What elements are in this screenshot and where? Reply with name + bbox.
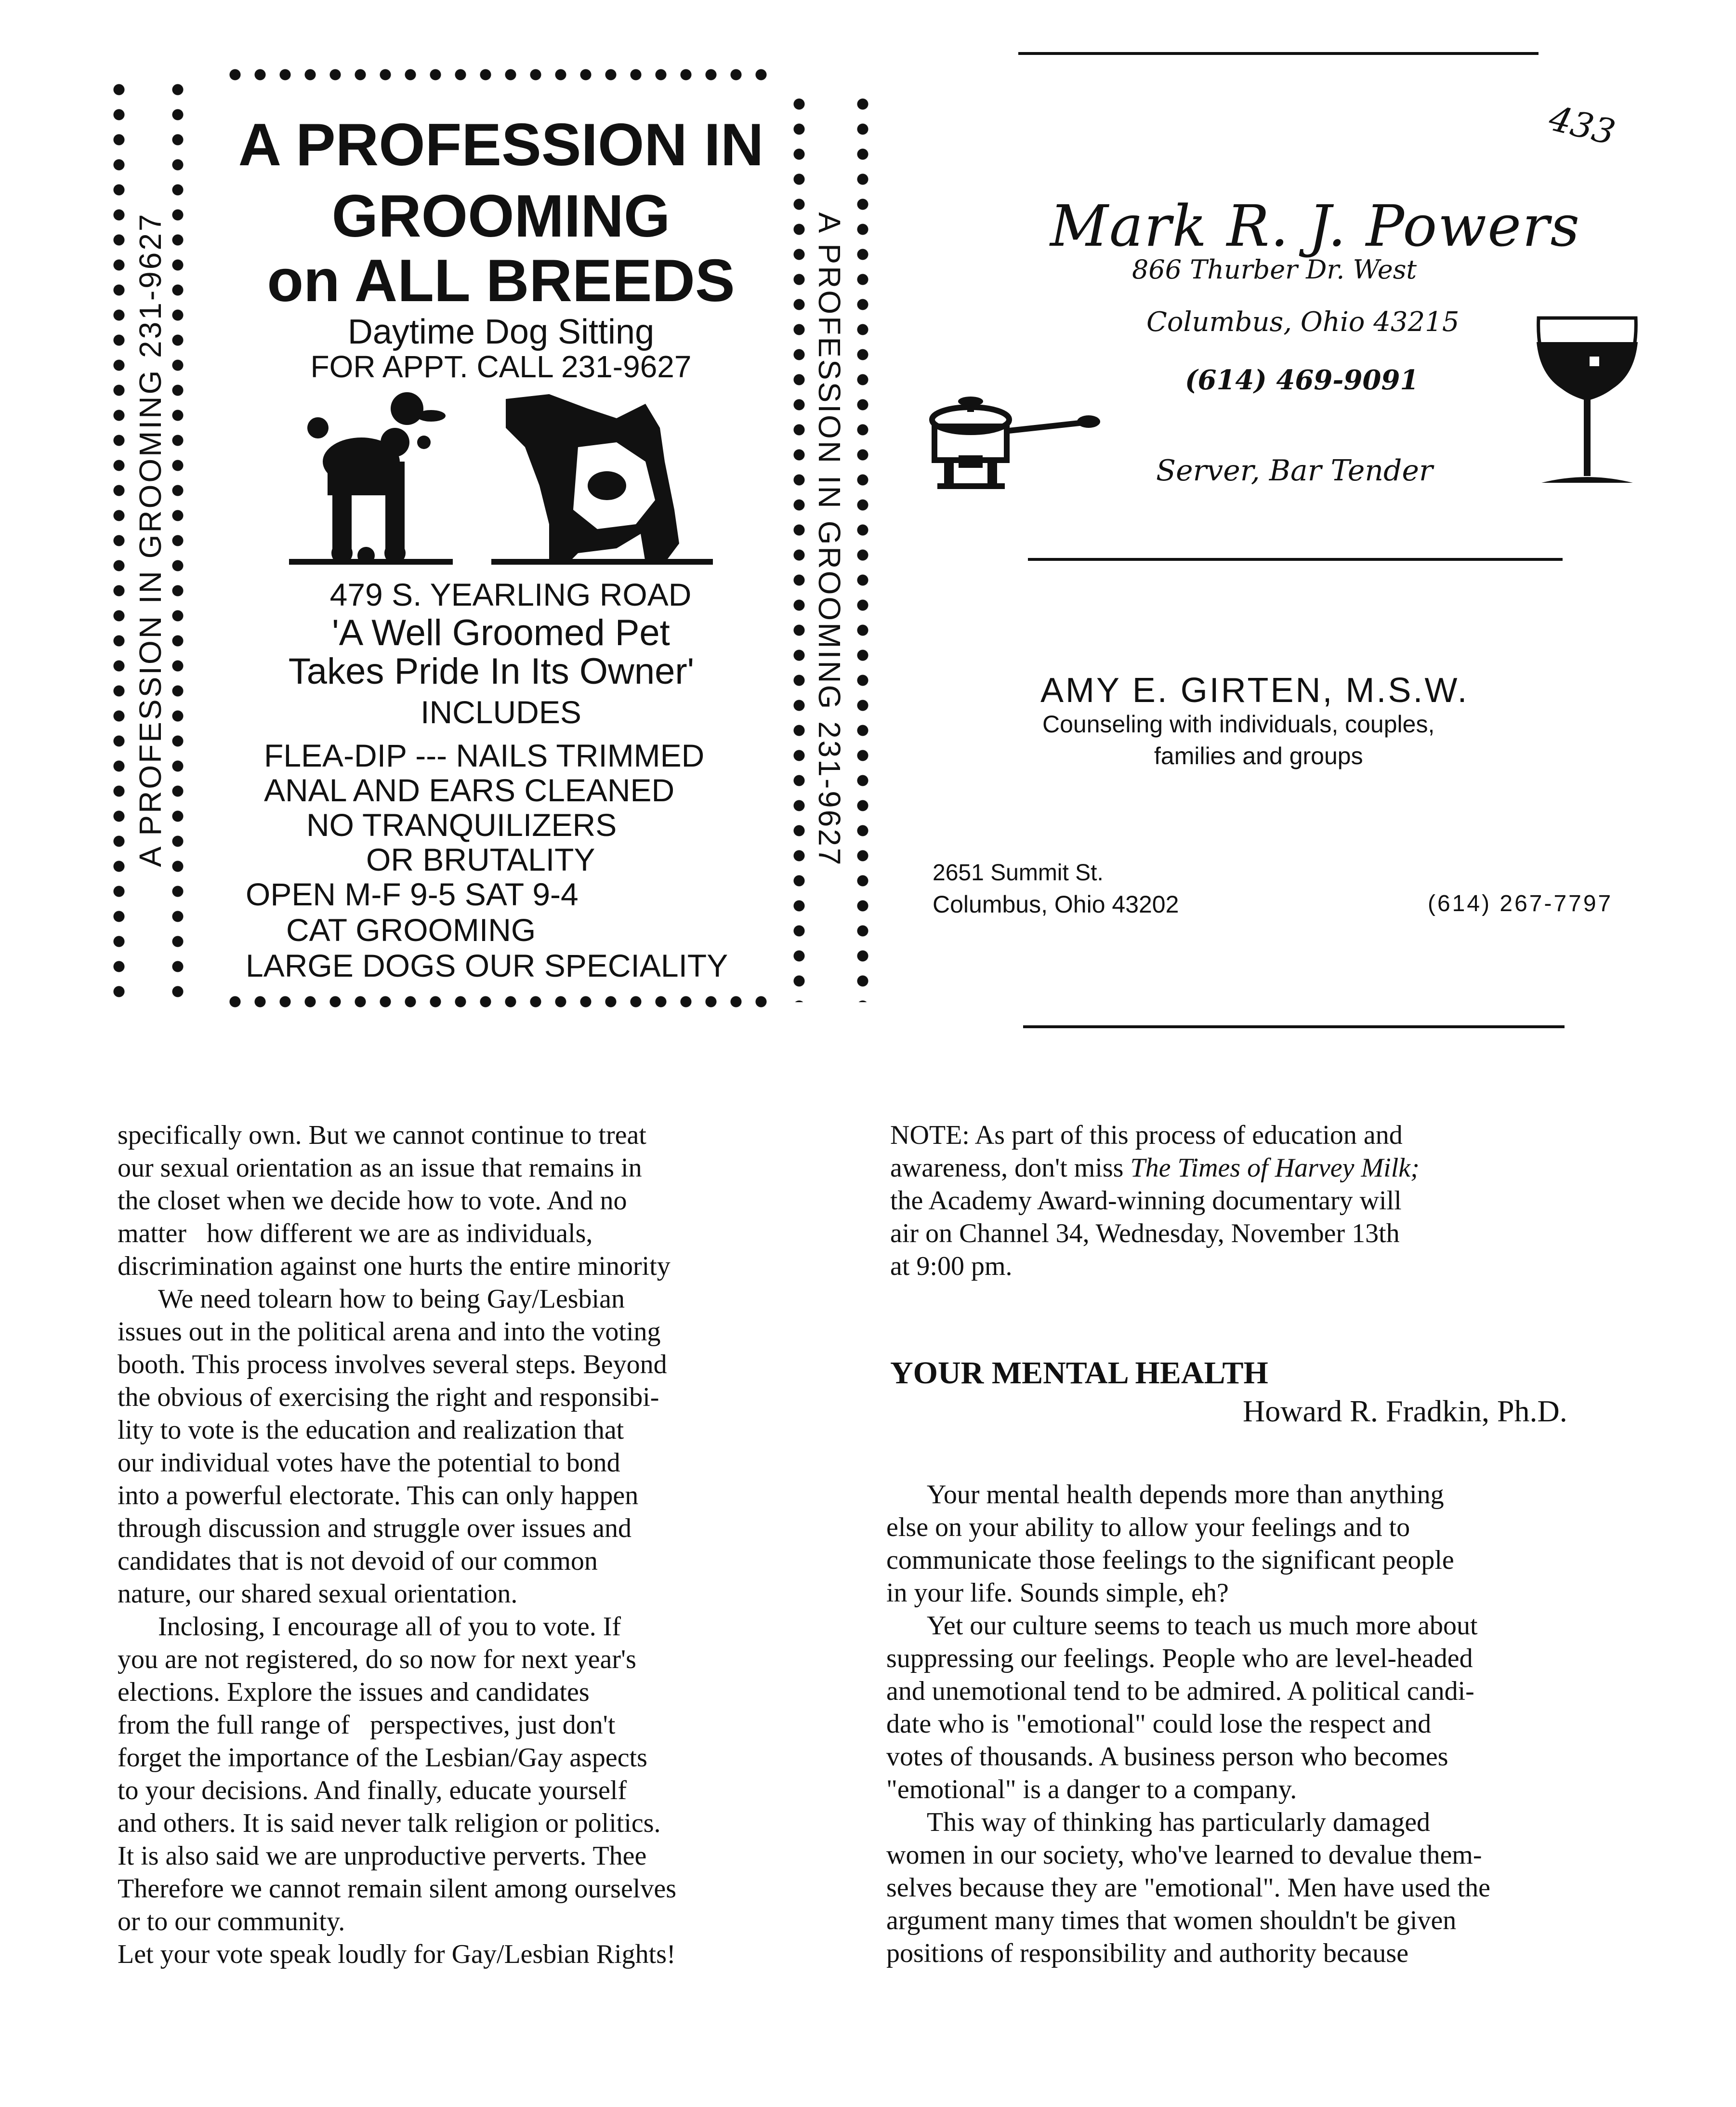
ad-title-line-1: A PROFESSION IN bbox=[238, 112, 764, 178]
side-text-left: A PROFESSION IN GROOMING 231-9627 bbox=[133, 212, 168, 867]
dot-border-right-inner bbox=[792, 92, 806, 1002]
ad-service-3: NO TRANQUILIZERS bbox=[306, 807, 617, 843]
text-line: date who is "emotional" could lose the respect and bbox=[886, 1709, 1432, 1739]
girten-phone: (614) 267-7797 bbox=[1428, 891, 1613, 916]
text-line: argument many times that women shouldn't be given bbox=[886, 1906, 1457, 1935]
page-number: 433 bbox=[1545, 97, 1619, 153]
note-line: air on Channel 34, Wednesday, November 13th bbox=[890, 1219, 1400, 1248]
text-line: This way of thinking has particularly damaged bbox=[927, 1807, 1431, 1837]
note-line: NOTE: As part of this process of education and bbox=[890, 1120, 1403, 1150]
girten-service-1: Counseling with individuals, couples, bbox=[1042, 711, 1435, 738]
dot-border-bottom bbox=[223, 994, 767, 1009]
text-line: women in our society, who've learned to devalue them- bbox=[886, 1840, 1482, 1870]
ad-dog-sitting: Daytime Dog Sitting bbox=[347, 313, 655, 351]
text-line: Yet our culture seems to teach us much more about bbox=[927, 1611, 1478, 1641]
note-line: at 9:00 pm. bbox=[890, 1251, 1013, 1281]
text-line: discrimination against one hurts the entire minority bbox=[118, 1251, 671, 1281]
ad-service-4: OR BRUTALITY bbox=[366, 842, 595, 877]
note-line-text: awareness, don't miss bbox=[890, 1153, 1131, 1183]
ad-appointment: FOR APPT. CALL 231-9627 bbox=[310, 349, 692, 384]
text-line: lity to vote is the education and realization that bbox=[118, 1415, 624, 1445]
ad-service-1: FLEA-DIP --- NAILS TRIMMED bbox=[264, 738, 705, 773]
text-line: "emotional" is a danger to a company. bbox=[886, 1775, 1297, 1804]
powers-name: Mark R. J. Powers bbox=[1050, 193, 1581, 259]
ad-slogan-line-2: Takes Pride In Its Owner' bbox=[288, 651, 695, 692]
text-line: and unemotional tend to be admired. A political candi- bbox=[886, 1676, 1474, 1706]
dogs-illustration bbox=[279, 389, 742, 577]
wine-glass-icon bbox=[1532, 313, 1643, 491]
text-line: votes of thousands. A business person who becomes bbox=[886, 1742, 1448, 1772]
ad-specialty: LARGE DOGS OUR SPECIALITY bbox=[246, 948, 728, 983]
text-line: in your life. Sounds simple, eh? bbox=[886, 1578, 1229, 1608]
ad-slogan-line-1: 'A Well Groomed Pet bbox=[332, 612, 670, 653]
text-line: communicate those feelings to the significant people bbox=[886, 1545, 1454, 1575]
text-line: It is also said we are unproductive perverts. Thee bbox=[118, 1841, 647, 1871]
left-column bbox=[118, 1119, 676, 1971]
text-line: you are not registered, do so now for next year's bbox=[118, 1644, 636, 1674]
text-line: candidates that is not devoid of our common bbox=[118, 1546, 598, 1576]
text-line: nature, our shared sexual orientation. bbox=[118, 1579, 518, 1609]
text-line: elections. Explore the issues and candidates bbox=[118, 1677, 590, 1707]
text-line: specifically own. But we cannot continue to treat bbox=[118, 1120, 646, 1150]
text-line: or to our community. bbox=[118, 1907, 345, 1936]
text-line: positions of responsibility and authority because bbox=[886, 1938, 1409, 1968]
text-line: Therefore we cannot remain silent among ourselves bbox=[118, 1874, 677, 1904]
dot-border-right-outer bbox=[855, 92, 870, 1002]
text-line: to your decisions. And finally, educate yourself bbox=[118, 1776, 627, 1805]
text-line: booth. This process involves several steps. Beyond bbox=[118, 1350, 667, 1379]
powers-role: Server, Bar Tender bbox=[1156, 454, 1433, 488]
text-line: through discussion and struggle over issues and bbox=[118, 1513, 631, 1543]
dot-border-left-inner bbox=[171, 77, 185, 1002]
text-line: Your mental health depends more than anything bbox=[927, 1480, 1444, 1510]
text-line: Inclosing, I encourage all of you to vote. If bbox=[158, 1612, 621, 1642]
text-line: else on your ability to allow your feelings and to bbox=[886, 1512, 1410, 1542]
card-divider-rule bbox=[1028, 558, 1563, 561]
side-text-right: A PROFESSION IN GROOMING 231-9627 bbox=[812, 212, 847, 867]
chafing-dish-icon bbox=[925, 393, 1103, 489]
text-line: into a powerful electorate. This can only happen bbox=[118, 1481, 639, 1511]
text-line: issues out in the political arena and into the voting bbox=[118, 1317, 661, 1347]
girten-service-2: families and groups bbox=[1154, 742, 1363, 769]
text-line: We need tolearn how to being Gay/Lesbian bbox=[158, 1284, 625, 1314]
text-line: from the full range of perspectives, just don't bbox=[118, 1710, 616, 1740]
note-line: the Academy Award-winning documentary will bbox=[890, 1186, 1402, 1216]
girten-name: AMY E. GIRTEN, M.S.W. bbox=[1040, 671, 1469, 710]
note-block bbox=[890, 1119, 1420, 1283]
ad-address: 479 S. YEARLING ROAD bbox=[329, 577, 692, 612]
right-column-body bbox=[886, 1478, 1490, 1970]
ad-title-line-2: GROOMING bbox=[331, 183, 671, 250]
text-line: the closet when we decide how to vote. And no bbox=[118, 1186, 627, 1216]
text-line: forget the importance of the Lesbian/Gay aspects bbox=[118, 1743, 647, 1773]
text-line: our individual votes have the potential to bond bbox=[118, 1448, 620, 1478]
author-byline: Howard R. Fradkin, Ph.D. bbox=[1243, 1394, 1567, 1428]
girten-street: 2651 Summit St. bbox=[933, 860, 1104, 886]
ad-title-line-3: on ALL BREEDS bbox=[267, 248, 735, 314]
girten-city: Columbus, Ohio 43202 bbox=[933, 891, 1179, 918]
dot-border-left-outer bbox=[112, 77, 126, 1002]
text-line: the obvious of exercising the right and responsibi- bbox=[118, 1382, 659, 1412]
card-bottom-rule bbox=[1023, 1025, 1565, 1028]
ad-service-2: ANAL AND EARS CLEANED bbox=[264, 772, 675, 808]
note-line bbox=[890, 1152, 1420, 1184]
text-line: matter how different we are as individuals, bbox=[118, 1219, 593, 1248]
text-line: our sexual orientation as an issue that remains in bbox=[118, 1153, 642, 1183]
terrier-silhouette bbox=[491, 394, 713, 565]
ad-cat-grooming: CAT GROOMING bbox=[286, 912, 536, 948]
powers-phone: (614) 469-9091 bbox=[1185, 364, 1419, 396]
powers-street: 866 Thurber Dr. West bbox=[1132, 254, 1417, 285]
text-line: selves because they are "emotional". Men have used the bbox=[886, 1873, 1490, 1903]
text-line: Let your vote speak loudly for Gay/Lesbian Rights! bbox=[118, 1939, 676, 1969]
film-title: The Times of Harvey Milk; bbox=[1130, 1153, 1420, 1183]
ad-hours: OPEN M-F 9-5 SAT 9-4 bbox=[246, 876, 579, 912]
powers-city: Columbus, Ohio 43215 bbox=[1146, 306, 1460, 338]
dot-border-top bbox=[223, 67, 767, 82]
card-top-rule bbox=[1018, 52, 1539, 55]
text-line: and others. It is said never talk religion or politics. bbox=[118, 1808, 661, 1838]
poodle-silhouette bbox=[289, 392, 453, 565]
section-heading: YOUR MENTAL HEALTH bbox=[890, 1355, 1268, 1391]
text-line: suppressing our feelings. People who are level-headed bbox=[886, 1643, 1473, 1673]
ad-includes: INCLUDES bbox=[421, 694, 581, 730]
